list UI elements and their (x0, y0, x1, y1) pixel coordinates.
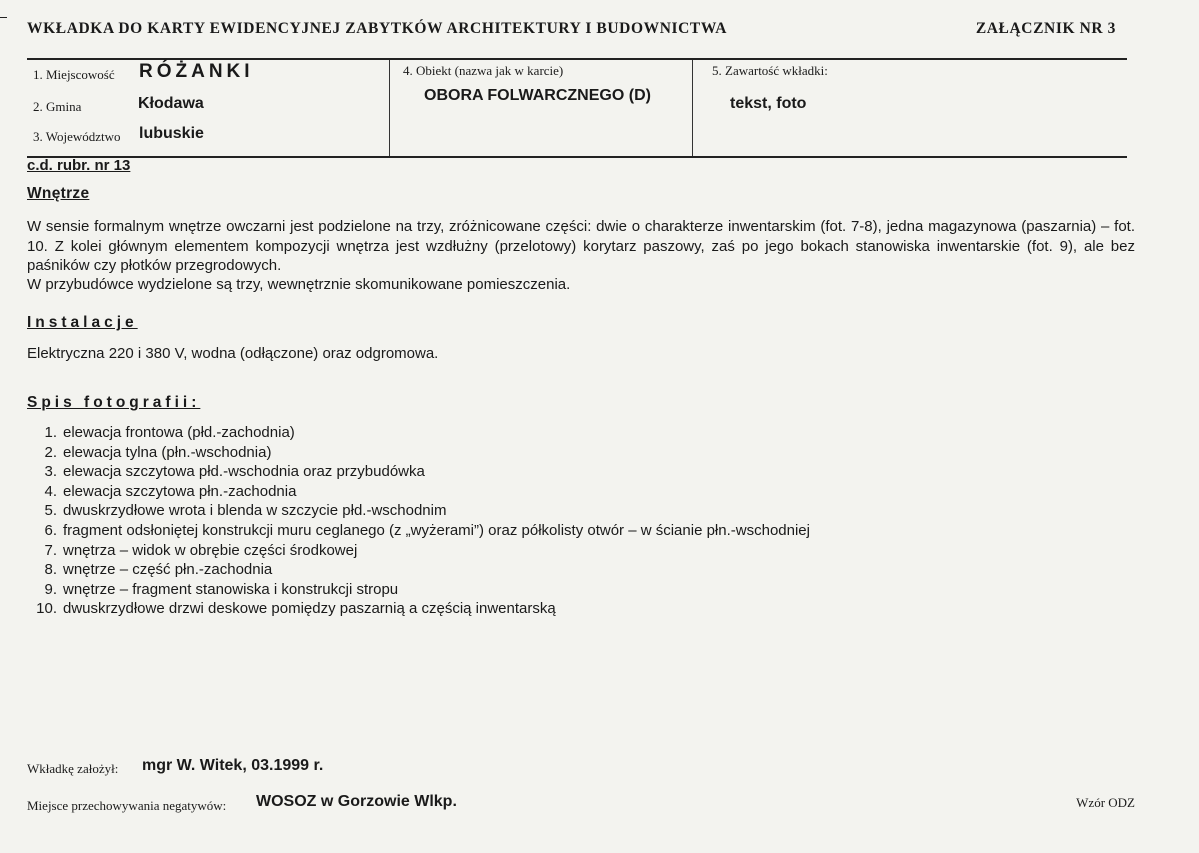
storage-label: Miejsce przechowywania negatywów: (27, 798, 227, 813)
document-title: WKŁADKA DO KARTY EWIDENCYJNEJ ZABYTKÓW ARCHITEKTURY I BUDOWNICTWA (27, 20, 728, 37)
list-item: 8. wnętrze – część płn.-zachodnia (44, 561, 273, 579)
list-item: 10. dwuskrzydłowe drzwi deskowe pomiędzy paszarnią a częścią inwentarską (36, 600, 556, 618)
list-item: 4. elewacja szczytowa płn.-zachodnia (44, 482, 297, 500)
annex-number: ZAŁĄCZNIK NR 3 (975, 20, 1116, 37)
obiekt-value: OBORA FOLWARCZNEGO (D) (424, 87, 651, 104)
instalacje-heading: Instalacje (27, 314, 138, 331)
wojewodztwo-value: lubuskie (139, 125, 204, 142)
photo-list (27, 423, 1127, 619)
list-item: 2. elewacja tylna (płn.-wschodnia) (44, 443, 272, 461)
author-label: Wkładkę założył: (27, 761, 119, 776)
gmina-value: Kłodawa (138, 95, 204, 112)
wojewodztwo-label: 3. Województwo (33, 129, 121, 144)
list-item: 7. wnętrza – widok w obrębie części środkowej (44, 541, 358, 559)
instalacje-text: Elektryczna 220 i 380 V, wodna (odłączone) oraz odgromowa. (27, 345, 439, 362)
wnetrze-paragraph-annex: W przybudówce wydzielone są trzy, wewnętrznie skomunikowane pomieszczenia. (27, 276, 571, 293)
zawartosc-label: 5. Zawartość wkładki: (712, 63, 828, 78)
list-item: 9. wnętrze – fragment stanowiska i konstrukcji stropu (44, 580, 399, 598)
obiekt-label: 4. Obiekt (nazwa jak w karcie) (403, 63, 564, 78)
author-value: mgr W. Witek, 03.1999 r. (142, 757, 324, 774)
spis-fotografii-heading: Spis fotografii: (27, 394, 201, 411)
miejscowosc-label: 1. Miejscowość (33, 67, 115, 82)
wnetrze-paragraph: W sensie formalnym wnętrze owczarni jest podzielone na trzy, zróżnicowane części: dwie o charakterze inwentarskim (fot. 7-8), jedna magazynowa (paszarnia) – fot. 10. Z kolei głównym elementem kompozycji wnętrza jest wzdłużny (przelotowy) korytarz paszowy, zaś po jego bokach stanowiska inwentarskie (fot. 9), ale bez paśników czy płotków przegrodowych. (27, 218, 1135, 274)
template-mark: Wzór ODZ (1076, 795, 1135, 810)
continuation-reference: c.d. rubr. nr 13 (27, 157, 131, 174)
list-item: 5. dwuskrzydłowe wrota i blenda w szczycie płd.-wschodnim (44, 502, 447, 520)
storage-value: WOSOZ w Gorzowie Wlkp. (256, 793, 457, 810)
list-item: 1. elewacja frontowa (płd.-zachodnia) (44, 424, 295, 441)
miejscowosc-value: RÓŻANKI (139, 61, 254, 82)
wnetrze-heading: Wnętrze (27, 185, 90, 202)
column-divider (389, 60, 390, 156)
corner-mark (0, 17, 7, 18)
gmina-label: 2. Gmina (33, 99, 82, 114)
zawartosc-value: tekst, foto (730, 95, 807, 112)
header-fields-box (27, 58, 1127, 158)
list-item: 6. fragment odsłoniętej konstrukcji muru ceglanego (z „wyżerami”) oraz półkolisty otwór – w ścianie płn.-wschodniej (44, 521, 810, 539)
column-divider (692, 60, 693, 156)
list-item: 3. elewacja szczytowa płd.-wschodnia oraz przybudówka (44, 463, 425, 481)
